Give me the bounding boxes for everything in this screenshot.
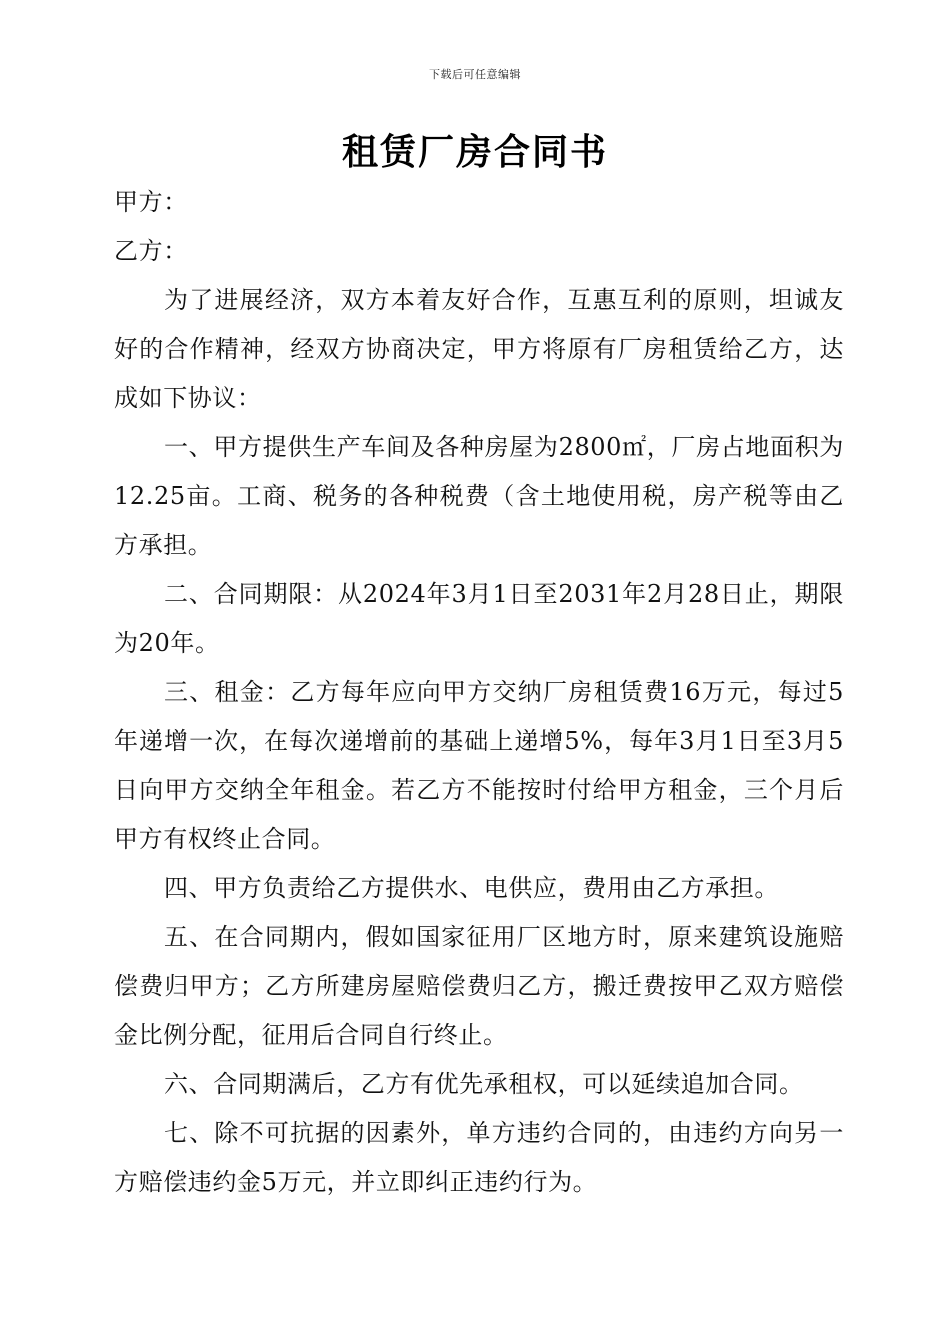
clause-6-renewal: 六、合同期满后，乙方有优先承租权，可以延续追加合同。 [164, 1070, 804, 1098]
clause-7-breach: 七、除不可抗据的因素外，单方违约合同的，由违约方向另一方赔偿违约金5万元，并立即纠正违约行为。 [114, 1119, 844, 1196]
contract-body [114, 178, 844, 1207]
document-title: 租赁厂房合同书 [341, 132, 608, 173]
clause-1-area: 一、甲方提供生产车间及各种房屋为2800㎡，厂房占地面积为12.25亩。工商、税务的各种税费（含土地使用税，房产税等由乙方承担。 [114, 433, 844, 559]
header-note: 下载后可任意编辑 [429, 68, 521, 81]
clause-5-expropriation: 五、在合同期内，假如国家征用厂区地方时，原来建筑设施赔偿费归甲方；乙方所建房屋赔偿费归乙方，搬迁费按甲乙双方赔偿金比例分配，征用后合同自行终止。 [114, 923, 844, 1049]
clause-2-term: 二、合同期限：从2024年3月1日至2031年2月28日止，期限为20年。 [114, 580, 844, 657]
party-b-line: 乙方： [114, 237, 188, 265]
clause-4-utilities: 四、甲方负责给乙方提供水、电供应，费用由乙方承担。 [164, 874, 779, 902]
party-a-line: 甲方： [114, 188, 188, 216]
intro-paragraph: 为了进展经济，双方本着友好合作，互惠互利的原则，坦诚友好的合作精神，经双方协商决定，甲方将原有厂房租赁给乙方，达成如下协议： [114, 286, 844, 412]
clause-3-rent: 三、租金：乙方每年应向甲方交纳厂房租赁费16万元，每过5年递增一次，在每次递增前的基础上递增5%，每年3月1日至3月5日向甲方交纳全年租金。若乙方不能按时付给甲方租金，三个月后甲方有权终止合同。 [114, 678, 844, 853]
